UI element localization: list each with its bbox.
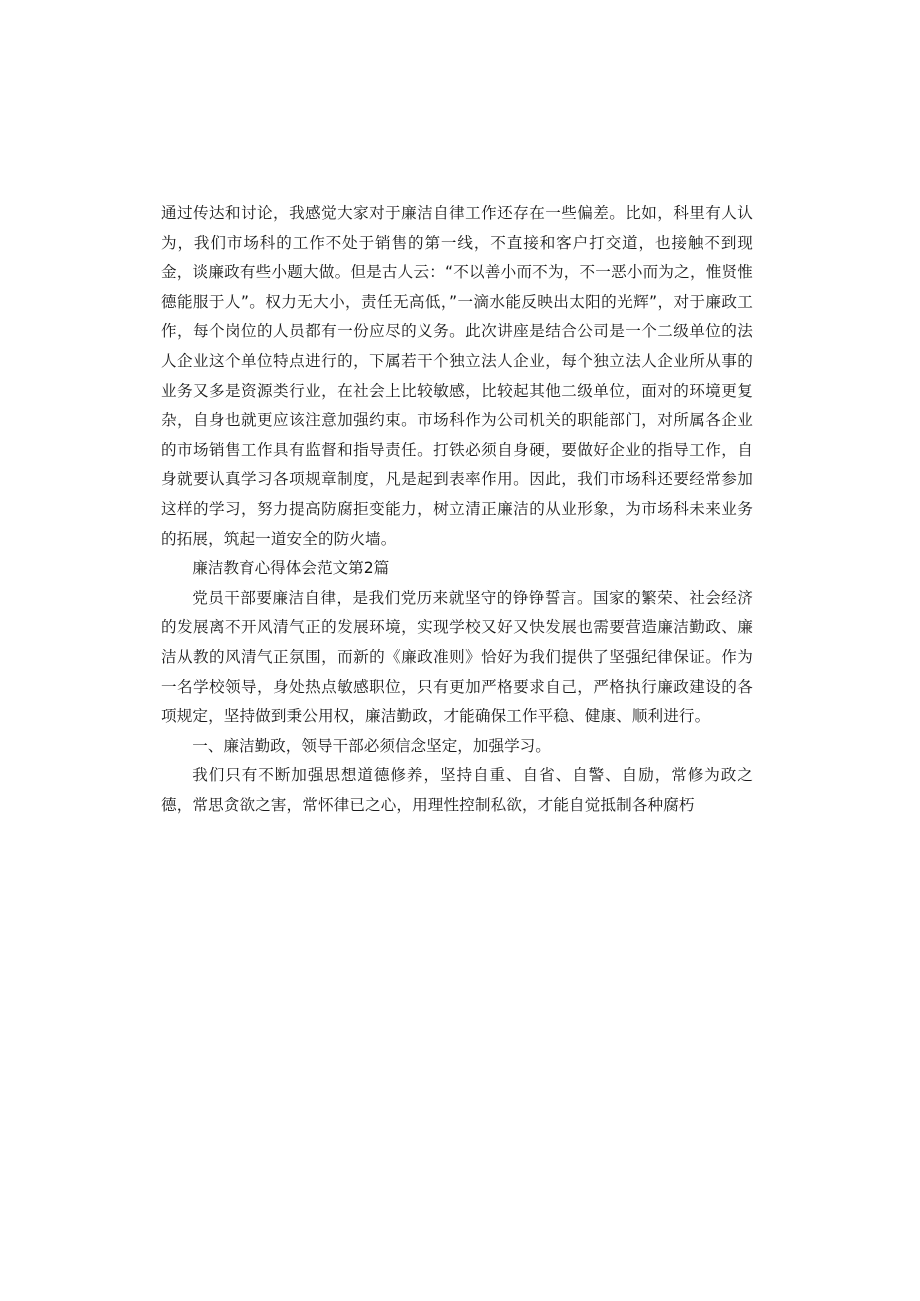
document-body [161, 199, 753, 820]
paragraph-intro: 通过传达和讨论，我感觉大家对于廉洁自律工作还存在一些偏差。比如，科里有人认为，我们市场科的工作不处于销售的第一线，不直接和客户打交道，也接触不到现金，谈廉政有些小题大做。但是古人云：“不以善小而不为，不一恶小而为之，惟贤惟德能服于人”。权力无大小，责任无高低，”一滴水能反映出太阳的光辉”，对于廉政工作，每个岗位的人员都有一份应尽的义务。此次讲座是结合公司是一个二级单位的法人企业这个单位特点进行的，下属若干个独立法人企业，每个独立法人企业所从事的业务又多是资源类行业，在社会上比较敏感，比较起其他二级单位，面对的环境更复杂，自身也就更应该注意加强约束。市场科作为公司机关的职能部门，对所属各企业的市场销售工作具有监督和指导责任。打铁必须自身硬，要做好企业的指导工作，自身就要认真学习各项规章制度，凡是起到表率作用。因此，我们市场科还要经常参加这样的学习，努力提高防腐拒变能力，树立清正廉洁的从业形象，为市场科未来业务的拓展，筑起一道安全的防火墙。 [161, 204, 753, 548]
section-title: 廉洁教育心得体会范文第2篇 [192, 559, 390, 578]
paragraph-party-discipline: 党员干部要廉洁自律，是我们党历来就坚守的铮铮誓言。国家的繁荣、社会经济的发展离不开风清气正的发展环境，实现学校又好又快发展也需要营造廉洁勤政、廉洁从教的风清气正氛围，而新的《廉政准则》恰好为我们提供了坚强纪律保证。作为一名学校领导，身处热点敏感职位，只有更加严格要求自己，严格执行廉政建设的各项规定，坚持做到秉公用权，廉洁勤政，才能确保工作平稳、健康、顺利进行。 [161, 588, 753, 726]
subheading-one: 一、廉洁勤政，领导干部必须信念坚定，加强学习。 [192, 736, 551, 755]
paragraph-moral-cultivation: 我们只有不断加强思想道德修养，坚持自重、自省、自警、自励，常修为政之德，常思贪欲之害，常怀律已之心，用理性控制私欲，才能自觉抵制各种腐朽 [161, 766, 753, 814]
